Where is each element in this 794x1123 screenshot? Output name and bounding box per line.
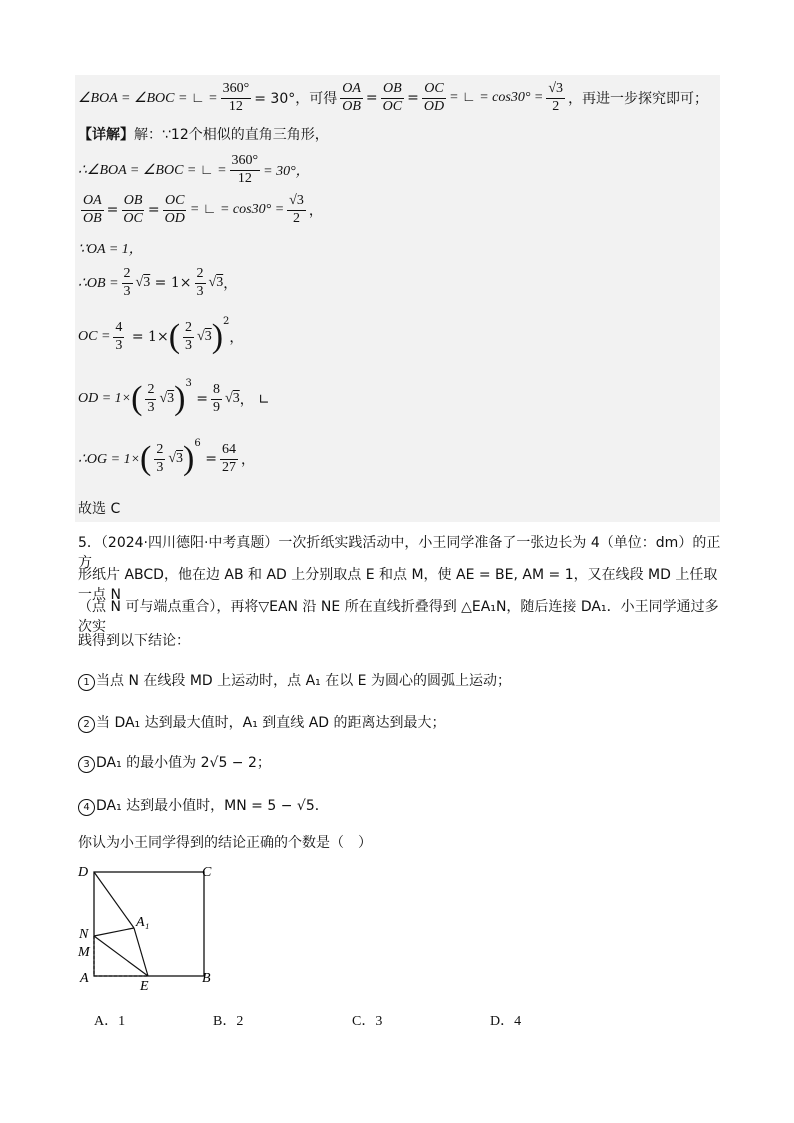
segment-d-a1 — [94, 872, 134, 928]
conclusion-4: 4 DA₁ 达到最小值时，MN = 5 − √5． — [78, 795, 723, 816]
two-thirds-b: $\frac{2}{3}$ — [196, 266, 204, 299]
oc-line: OC = $\frac{4}{3}$ = 1× ( $\frac{2}{3}$ √3 ) 2 ， — [78, 316, 244, 355]
ratio-oa-ob: $\frac{OA}{OB}$ — [342, 81, 361, 114]
ratio-oc-od: $\frac{OC}{OD}$ — [423, 81, 445, 114]
og-result: $\frac{64}{27}$ — [221, 442, 236, 475]
solution-line-1: ∠BOA = ∠BOC = ∟ = $\frac{360^\circ}{12}$ = 30°，可得 $\frac{OA}{OB}$ = $\frac{OB}{OC}$ = $\frac{OC}{OD}$ = ∟ = cos30° = $\frac{√3}{2}$ ，再进一步探究即可； — [78, 81, 709, 114]
od-prefix: OD = 1× — [78, 391, 132, 406]
circle-number-icon: 2 — [78, 716, 95, 733]
detail-line — [78, 123, 329, 145]
sqrt3-over-2: $\frac{√3}{2}$ — [548, 81, 564, 114]
ob-prefix: ∴OB = — [78, 275, 119, 291]
solution-line-3 — [78, 152, 310, 188]
question-p1: 5．（2024·四川德阳·中考真题）一次折纸实践活动中，小王同学准备了一张边长为 4（单位：dm）的正方 — [78, 535, 721, 571]
sqrt3-over-2-b: $\frac{√3}{2}$ — [289, 193, 304, 226]
option-c[interactable]: C．3 — [352, 1014, 383, 1029]
angle-eq-2: ∴∠BOA = ∠BOC = ∟ = — [78, 162, 227, 178]
ratio-ob-oc: $\frac{OB}{OC}$ — [382, 81, 403, 114]
label-b: B — [202, 971, 211, 986]
segment-n-a1 — [94, 928, 134, 936]
label-a: A — [80, 971, 89, 986]
detail-label: 【详解】 — [78, 127, 134, 143]
may-get-text: = 30°，可得 — [254, 91, 338, 107]
eight-ninths: $\frac{8}{9}$ — [213, 382, 221, 415]
label-n: N — [79, 927, 89, 942]
og-line: ∴OG = 1× ( $\frac{2}{3}$ √3 ) 6 = $\frac{64}{27}$ ， — [78, 438, 255, 477]
ratio-tail: = ∟ = cos30° = — [449, 90, 544, 105]
two-thirds-d: $\frac{2}{3}$ — [147, 382, 155, 415]
conclusion-3: 3 DA₁ 的最小值为 2√5 − 2； — [78, 752, 723, 773]
two-thirds-c: $\frac{2}{3}$ — [185, 320, 193, 353]
question-ask: 你认为小王同学得到的结论正确的个数是（ ） — [78, 835, 372, 851]
ratio-tail-2: = ∟ = cos30° = — [189, 202, 285, 217]
oc-prefix: OC = — [78, 329, 111, 344]
thirty-deg: = 30°， — [263, 164, 310, 179]
square-figure — [70, 860, 230, 995]
question-p2: 形纸片 ABCD，他在边 AB 和 AD 上分别取点 E 和点 M，使 AE = BE, AM = 1，又在线段 MD 上任取一点 N — [78, 567, 718, 603]
question-p3: （点 N 可与端点重合），再将▽EAN 沿 NE 所在直线折叠得到 △EA₁N，随后连接 DA₁．小王同学通过多次实 — [78, 599, 719, 635]
segment-a1-e — [134, 928, 148, 976]
label-e: E — [140, 979, 149, 994]
two-thirds: $\frac{2}{3}$ — [123, 266, 131, 299]
ratio-oa-ob-2: $\frac{OA}{OB}$ — [83, 193, 102, 226]
label-d: D — [78, 865, 89, 880]
detail-text: 解：∵12个相似的直角三角形， — [134, 127, 329, 143]
segment-n-e — [94, 936, 148, 976]
option-a[interactable]: A．1 — [94, 1014, 126, 1029]
od-line: OD = 1× ( $\frac{2}{3}$ √3 ) 3 = $\frac{8}{9}$ √3 ， ∟ — [78, 378, 270, 417]
fraction-360-12: $\frac{360^\circ}{12}$ — [222, 81, 250, 114]
answer-line: 故选 C — [78, 501, 121, 517]
circle-number-icon: 4 — [78, 799, 95, 816]
oa-line: ∵OA = 1， — [78, 242, 143, 257]
ob-line: ∴OB = $\frac{2}{3}$ √3 = 1× $\frac{2}{3}$ √3 ， — [78, 266, 238, 299]
four-thirds: $\frac{4}{3}$ — [115, 320, 123, 353]
further-explore-text: ，再进一步探究即可； — [568, 91, 709, 107]
fraction-360-12-b: $\frac{360^\circ}{12}$ — [231, 153, 259, 186]
ratio-oc-od-2: $\frac{OC}{OD}$ — [164, 193, 185, 226]
ratio-line: $\frac{OA}{OB}$ = $\frac{OB}{OC}$ = $\frac{OC}{OD}$ = ∟ = cos30° = $\frac{√3}{2}$ ， — [83, 193, 323, 226]
ratio-ob-oc-2: $\frac{OB}{OC}$ — [123, 193, 143, 226]
conclusion-1: 1 当点 N 在线段 MD 上运动时，点 A₁ 在以 E 为圆心的圆弧上运动； — [78, 670, 723, 691]
og-prefix: ∴OG = 1× — [78, 451, 141, 467]
conclusion-2: 2 当 DA₁ 达到最大值时，A₁ 到直线 AD 的距离达到最大； — [78, 712, 723, 733]
circle-number-icon: 1 — [78, 674, 95, 691]
label-m: M — [78, 945, 90, 960]
label-a1: A₁ — [136, 915, 150, 930]
two-thirds-e: $\frac{2}{3}$ — [156, 442, 164, 475]
label-c: C — [202, 865, 212, 880]
circle-number-icon: 3 — [78, 756, 95, 773]
option-d[interactable]: D．4 — [490, 1014, 522, 1029]
question-p4: 践得到以下结论： — [78, 633, 190, 649]
option-b[interactable]: B．2 — [213, 1014, 244, 1029]
angle-eq: ∠BOA = ∠BOC = ∟ = — [78, 90, 218, 106]
